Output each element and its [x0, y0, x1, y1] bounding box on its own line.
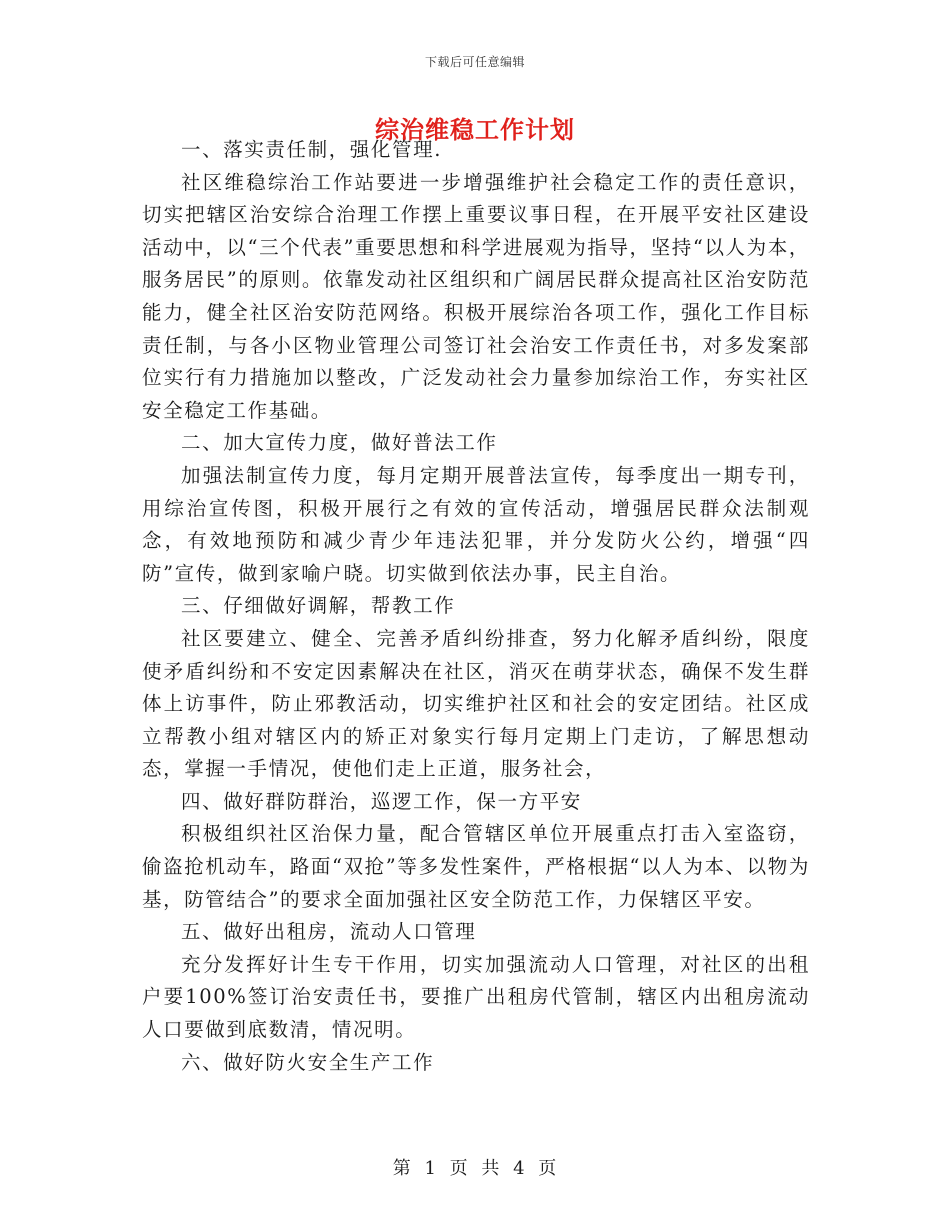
document-title: 综治维稳工作计划	[375, 115, 575, 144]
section-6-heading: 六、做好防火安全生产工作	[181, 1050, 435, 1074]
section-3-body: 社区要建立、健全、完善矛盾纠纷排查，努力化解矛盾纠纷，限度使矛盾纠纷和不安定因素解决在社区，消灭在萌芽状态，确保不发生群体上访事件，防止邪教活动，切实维护社区和社会的安定团结。社区成立帮教小组对辖区内的矫正对象实行每月定期上门走访，了解思想动态，掌握一手情况，使他们走上正道，服务社会，	[142, 626, 810, 781]
section-1-heading: 一、落实责任制，强化管理.	[181, 138, 442, 161]
section-1-body: 社区维稳综治工作站要进一步增强维护社会稳定工作的责任意识，切实把辖区治安综合治理工作摆上重要议事日程，在开展平安社区建设活动中，以“三个代表”重要思想和科学进展观为指导，坚持“以人为本，服务居民”的原则。依靠发动社区组织和广阔居民群众提高社区治安防范能力，健全社区治安防范网络。积极开展综治各项工作，强化工作目标责任制，与各小区物业管理公司签订社会治安工作责任书，对多发案部位实行有力措施加以整改，广泛发动社会力量参加综治工作，夯实社区安全稳定工作基础。	[142, 170, 810, 422]
section-2-body: 加强法制宣传力度，每月定期开展普法宣传，每季度出一期专刊，用综治宣传图，积极开展行之有效的宣传活动，增强居民群众法制观念，有效地预防和减少青少年违法犯罪，并分发防火公约，增强“四防”宣传，做到家喻户晓。切实做到依法办事，民主自治。	[142, 463, 810, 585]
header-note: 下载后可任意编辑	[424, 55, 525, 69]
section-3-heading: 三、仔细做好调解，帮教工作	[181, 594, 456, 618]
section-5-heading: 五、做好出租房，流动人口管理	[181, 920, 477, 944]
section-4-heading: 四、做好群防群治，巡逻工作，保一方平安	[181, 789, 582, 813]
section-4-body: 积极组织社区治保力量，配合管辖区单位开展重点打击入室盗窃，偷盗抢机动车，路面“双抢”等多发性案件，严格根据“以人为本、以物为基，防管结合”的要求全面加强社区安全防范工作，力保辖区平安。	[142, 822, 810, 911]
section-2-heading: 二、加大宣传力度，做好普法工作	[181, 431, 498, 455]
document-body	[142, 134, 810, 1079]
page-footer: 第 1 页 共 4 页	[392, 1158, 558, 1179]
section-5-body: 充分发挥好计生专干作用，切实加强流动人口管理，对社区的出租户要100%签订治安责任书，要推广出租房代管制，辖区内出租房流动人口要做到底数清，情况明。	[142, 952, 810, 1042]
